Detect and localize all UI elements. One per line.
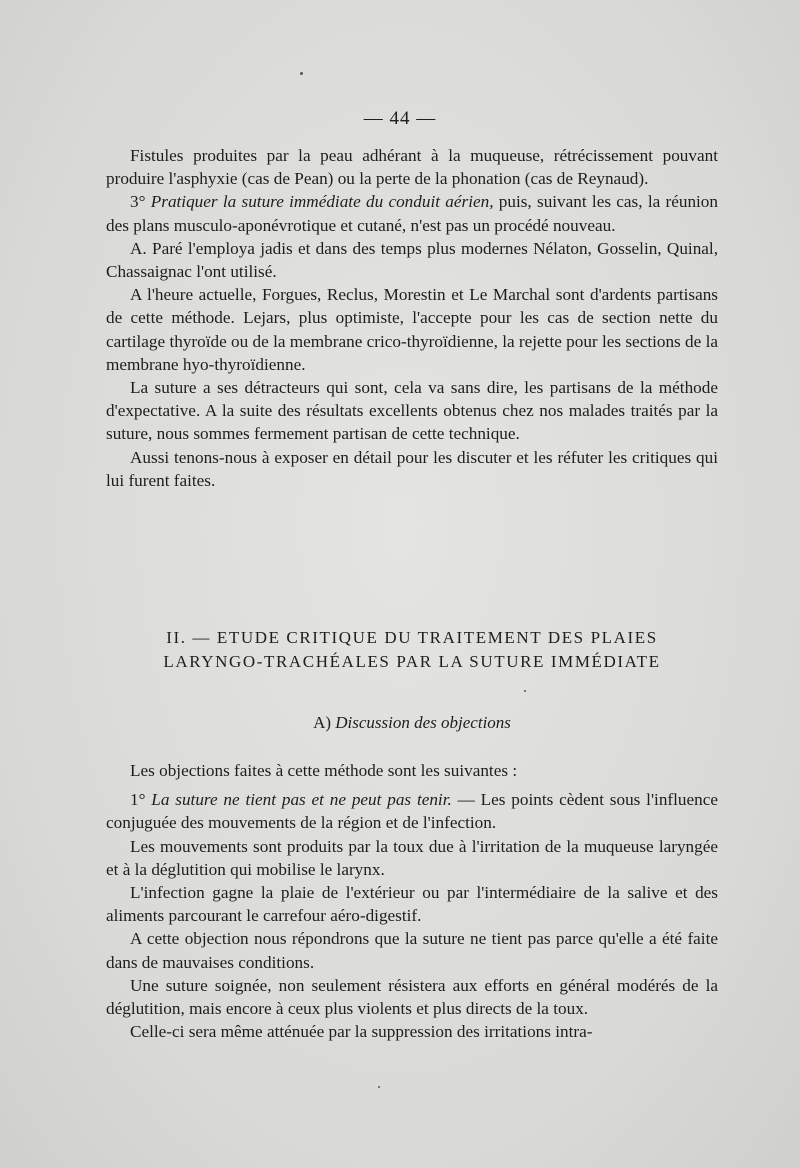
paragraph: Les mouvements sont produits par la toux due à l'irritation de la muqueuse laryngée et à la déglutition qui mobilise le larynx.	[106, 836, 718, 879]
paragraph: A. Paré l'employa jadis et dans des temps plus modernes Nélaton, Gosselin, Quinal, Chassaignac l'ont utilisé.	[106, 238, 718, 282]
paragraph-point-1	[106, 788, 718, 834]
point-number: 3°	[130, 192, 151, 212]
paper-speck	[524, 690, 526, 692]
text-block-intro	[106, 144, 718, 492]
page-number: — 44 —	[363, 108, 437, 129]
paragraph	[106, 144, 718, 190]
paragraph: Les objections faites à cette méthode sont les suivantes :	[130, 761, 518, 780]
paragraph: A cette objection nous répondrons que la suture ne tient pas parce qu'elle a été faite dans de mauvaises conditions.	[106, 929, 718, 972]
paper-speck	[300, 72, 303, 75]
heading-line-2: LARYNGO-TRACHÉALES PAR LA SUTURE IMMÉDIATE	[163, 652, 661, 671]
subsection-heading	[106, 713, 718, 733]
subsection-title: Discussion des objections	[335, 713, 511, 732]
subsection-label: A)	[313, 713, 336, 732]
text-block-objections	[106, 759, 718, 1043]
point-title: La suture ne tient pas et ne peut pas tenir.	[151, 790, 452, 810]
paragraph: Celle-ci sera même atténuée par la suppression des irritations intra-	[130, 1022, 593, 1042]
heading-line-1: II. — ETUDE CRITIQUE DU TRAITEMENT DES PLAIES	[166, 628, 658, 647]
paragraph: L'infection gagne la plaie de l'extérieur ou par l'intermédiaire de la salive et des aliments parcourant le carrefour aéro-digestif.	[106, 883, 718, 926]
point-title: Pratiquer la suture immédiate du conduit aérien,	[150, 192, 494, 212]
paragraph-text: puis, suivant les cas, la réunion des plans musculo-aponévrotique et cutané, n'est pas un procédé nouveau.	[106, 192, 718, 235]
paragraph-point-3	[106, 190, 718, 236]
paragraph: A l'heure actuelle, Forgues, Reclus, Morestin et Le Marchal sont d'ardents partisans de cette méthode. Lejars, plus optimiste, l'accepte pour les cas de section nette du cartilage thyroïde ou de la membrane crico-thyroïdienne, la rejette pour les sections de la membrane hyo-thyroïdienne.	[106, 285, 718, 374]
paragraph-text: Fistules produites par la peau adhérant à la muqueuse, rétrécissement pouvant produire l'asphyxie (cas de Pean) ou la perte de la phonation (cas de Reynaud).	[106, 146, 718, 189]
paragraph-text: — Les points cèdent sous l'influence conjuguée des mouvements de la région et de l'infection.	[106, 790, 718, 833]
point-number: 1°	[130, 790, 152, 810]
paragraph: Une suture soignée, non seulement résistera aux efforts en général modérés de la déglutition, mais encore à ceux plus violents et plus directs de la toux.	[106, 975, 718, 1019]
paragraph: Aussi tenons-nous à exposer en détail pour les discuter et les réfuter les critiques qui lui furent faites.	[106, 447, 718, 490]
paper-speck	[378, 1086, 380, 1088]
section-heading	[106, 626, 718, 674]
paragraph: La suture a ses détracteurs qui sont, cela va sans dire, les partisans de la méthode d'expectative. A la suite des résultats excellents obtenus chez nos malades traités par la suture, nous sommes fermement partisan de cette technique.	[106, 378, 718, 444]
